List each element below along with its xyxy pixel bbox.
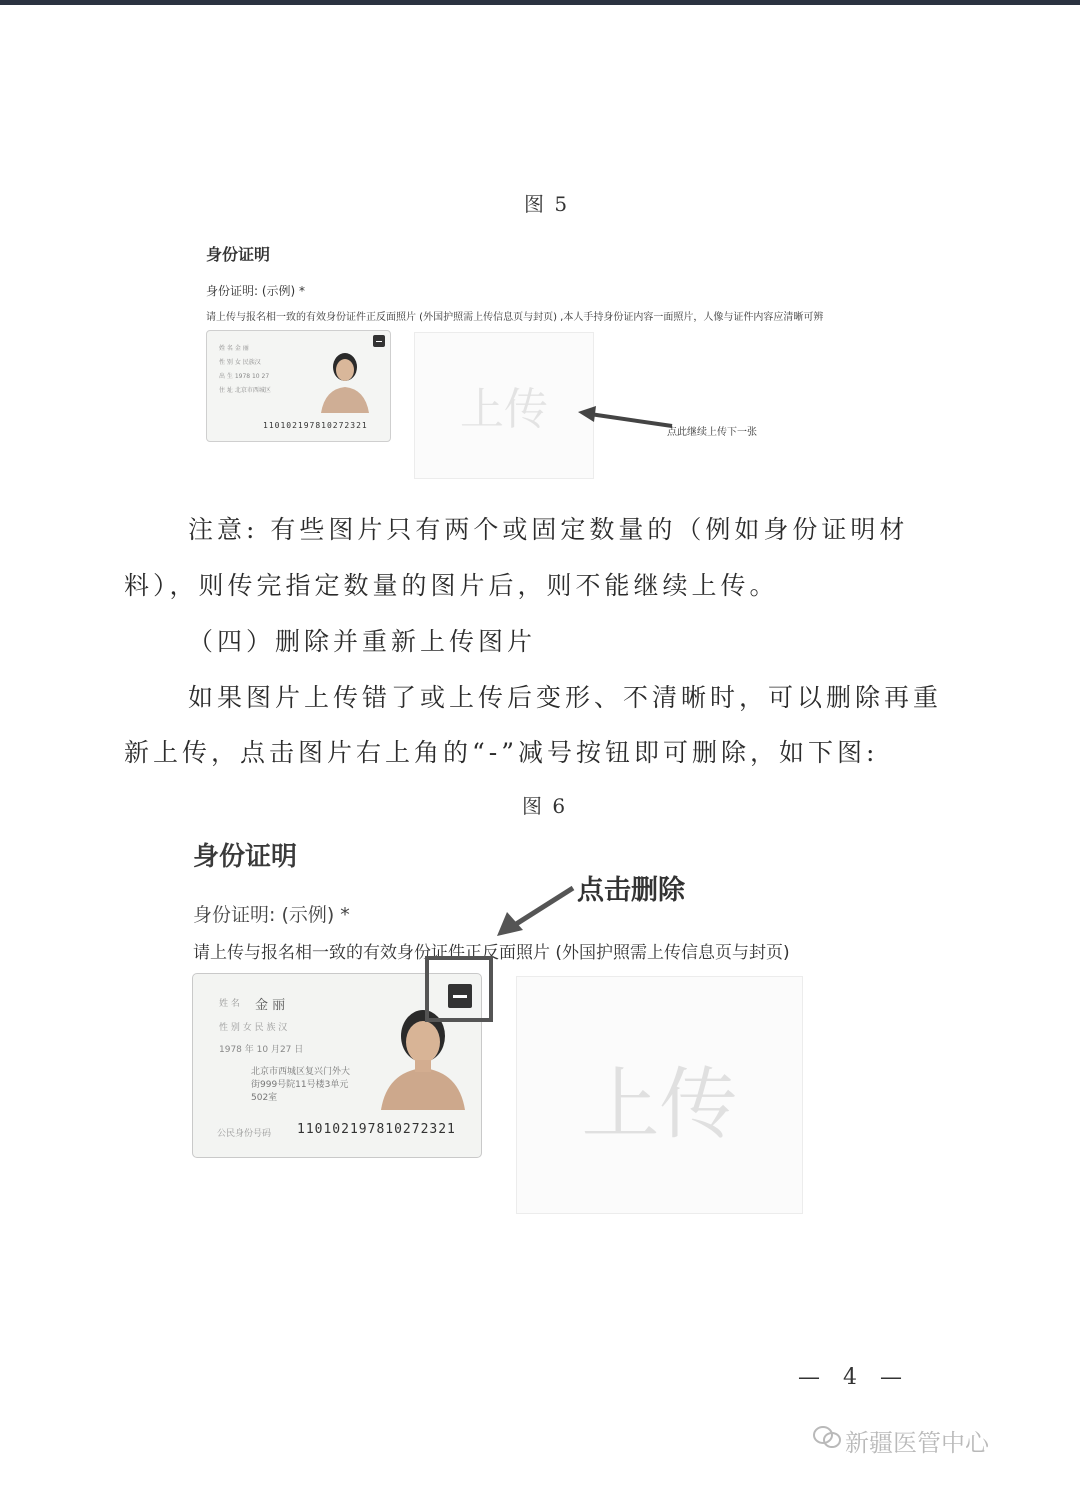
- upload-instruction: 请上传与报名相一致的有效身份证件正反面照片 (外国护照需上传信息页与封页) ,本人手持身份证内容一面照片，人像与证件内容应清晰可辨: [206, 312, 824, 323]
- id-card-line: 出 生 1978 10 27: [219, 373, 270, 380]
- id-card-thumbnail: [206, 330, 391, 442]
- id-card-line: 姓 名 金 丽: [219, 345, 249, 352]
- figure-5-caption: 图 5: [524, 192, 570, 216]
- upload-label: 上传: [460, 384, 548, 435]
- id-gender-label: 性 别 女 民 族 汉: [219, 1023, 288, 1033]
- id-number: 110102197810272321: [297, 1122, 456, 1137]
- paragraph-line-1: 如果图片上传错了或上传后变形、不清晰时，可以删除再重: [188, 683, 943, 712]
- note-line-1: 注意: 有些图片只有两个或固定数量的（例如身份证明材: [188, 515, 909, 544]
- section-title: 身份证明: [206, 245, 271, 264]
- id-card-line: 住 址 北京市西城区: [219, 387, 271, 394]
- id-card-line: 性 别 女 民族汉: [219, 359, 261, 366]
- delete-minus-button[interactable]: [373, 335, 385, 347]
- id-name: 金 丽: [255, 998, 286, 1013]
- id-number-label: 公民身份号码: [217, 1129, 272, 1139]
- id-address-2: 街999号院11号楼3单元: [251, 1080, 349, 1090]
- figure-5-screenshot: [192, 232, 982, 490]
- arrow-left-icon: [576, 404, 676, 434]
- section-heading: （四）删除并重新上传图片: [188, 627, 537, 656]
- id-address-1: 北京市西城区复兴门外大: [251, 1067, 351, 1077]
- arrow-note: 点此继续上传下一张: [667, 427, 757, 438]
- upload-label: 上传: [581, 1060, 738, 1150]
- arrow-down-left-icon: [493, 882, 577, 940]
- field-label: 身份证明: (示例) *: [206, 284, 306, 298]
- field-label: 身份证明: (示例) *: [193, 904, 350, 926]
- upload-button[interactable]: [414, 332, 594, 479]
- upload-instruction: 请上传与报名相一致的有效身份证件正反面照片 (外国护照需上传信息页与封页): [193, 943, 790, 963]
- watermark: 新疆医管中心: [845, 1429, 989, 1457]
- page-number: — 4 —: [798, 1365, 910, 1390]
- id-address-3: 502室: [251, 1093, 278, 1103]
- id-number: 110102197810272321: [263, 421, 368, 430]
- figure-6-caption: 图 6: [522, 794, 568, 818]
- delete-callout: 点击删除: [577, 875, 685, 906]
- wechat-icon: [812, 1424, 842, 1450]
- section-title: 身份证明: [193, 842, 298, 872]
- highlight-box: [425, 956, 493, 1022]
- portrait-image: [315, 345, 375, 413]
- figure-6-screenshot: [185, 830, 825, 1220]
- scan-top-edge: [0, 0, 1080, 5]
- upload-button[interactable]: [516, 976, 803, 1214]
- note-line-2: 料），则传完指定数量的图片后，则不能继续上传。: [124, 571, 779, 600]
- paragraph-line-2: 新上传，点击图片右上角的“-”减号按钮即可删除，如下图:: [124, 738, 879, 767]
- id-birth: 1978 年 10 月27 日: [219, 1045, 304, 1055]
- id-name-label: 姓 名: [219, 999, 240, 1009]
